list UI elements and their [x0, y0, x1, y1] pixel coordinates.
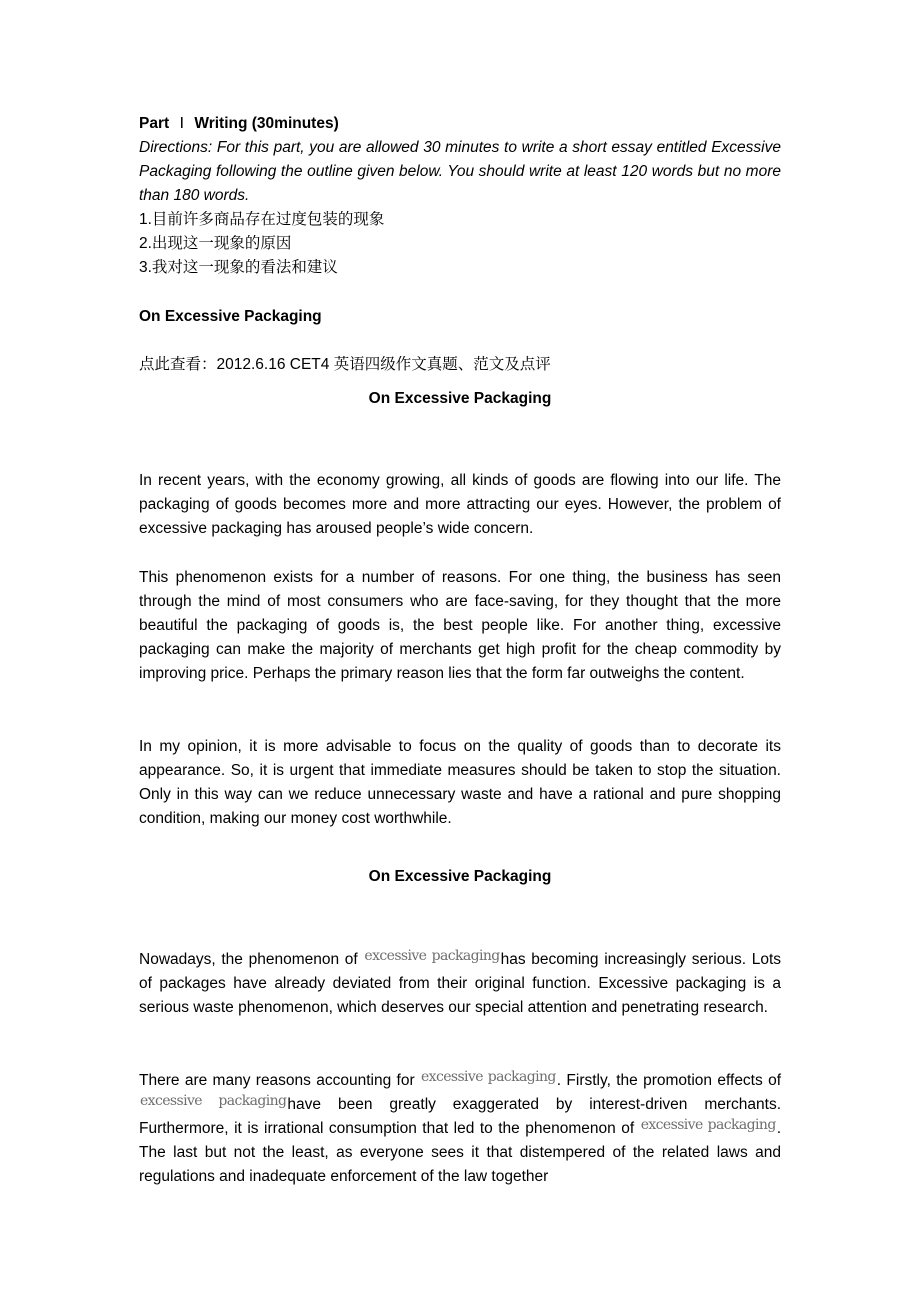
- excessive-packaging-image-text: excessive packaging: [640, 1117, 776, 1133]
- part-heading: [139, 112, 781, 136]
- outline-item: 1.目前许多商品存在过度包装的现象: [139, 211, 385, 228]
- directions-text: Directions: For this part, you are allowed 30 minutes to write a short essay entitled Excessive Packaging following the outline given below. You should write at least 120 words but no more than 180 words.: [139, 139, 781, 204]
- p1-before: Nowadays, the phenomenon of: [139, 951, 364, 968]
- sample2-paragraph-1: [139, 948, 781, 1020]
- part-label: Part: [139, 115, 170, 132]
- part-numeral: Ⅰ: [179, 115, 185, 132]
- sample1-paragraph-2: This phenomenon exists for a number of reasons. For one thing, the business has seen through the mind of most consumers who are face-saving, for they thought that the more beautiful the packaging of goods is, the best people like. For another thing, excessive packaging can make the majority of merchants get high profit for the cheap commodity by improving price. Perhaps the primary reason lies that the form far outweighs the content.: [139, 569, 781, 682]
- sample1-title: On Excessive Packaging: [368, 390, 552, 407]
- p2-s4: . The last but not the least, as everyone sees it that distempered of the related laws and regulations and inadequate enforcement of the law together: [139, 1120, 781, 1185]
- essay-title: On Excessive Packaging: [139, 308, 322, 325]
- excessive-packaging-image-text: excessive packaging: [364, 948, 500, 964]
- p2-s2: . Firstly, the promotion effects of: [556, 1072, 781, 1089]
- outline-item: 2.出现这一现象的原因: [139, 235, 292, 252]
- reference-link[interactable]: 点此查看：2012.6.16 CET4 英语四级作文真题、范文及点评: [139, 356, 551, 373]
- p2-s1: There are many reasons accounting for: [139, 1072, 420, 1089]
- sample2-paragraph-2: [139, 1069, 781, 1189]
- sample1-paragraph-3: In my opinion, it is more advisable to focus on the quality of goods than to decorate its appearance. So, it is urgent that immediate measures should be taken to stop the situation. Only in this way can we reduce unnecessary waste and have a rational and pure shopping condition, making our money cost worthwhile.: [139, 738, 781, 827]
- p1-after: has becoming increasingly serious. Lots of packages have already deviated from their original function. Excessive packaging is a serious waste phenomenon, which deserves our special attention and penetrating research.: [139, 951, 781, 1016]
- part-title: Writing (30minutes): [194, 115, 339, 132]
- p2-s3: have been greatly exaggerated by interest-driven merchants. Furthermore, it is irrational consumption that led to the phenomenon of: [139, 1096, 781, 1137]
- excessive-packaging-image-text: excessive packaging: [140, 1093, 287, 1109]
- outline-item: 3.我对这一现象的看法和建议: [139, 259, 338, 276]
- excessive-packaging-image-text: excessive packaging: [420, 1069, 556, 1085]
- sample2-title: On Excessive Packaging: [368, 868, 552, 885]
- sample1-paragraph-1: In recent years, with the economy growing, all kinds of goods are flowing into our life. The packaging of goods becomes more and more attracting our eyes. However, the problem of excessive packaging has aroused people’s wide concern.: [139, 472, 781, 537]
